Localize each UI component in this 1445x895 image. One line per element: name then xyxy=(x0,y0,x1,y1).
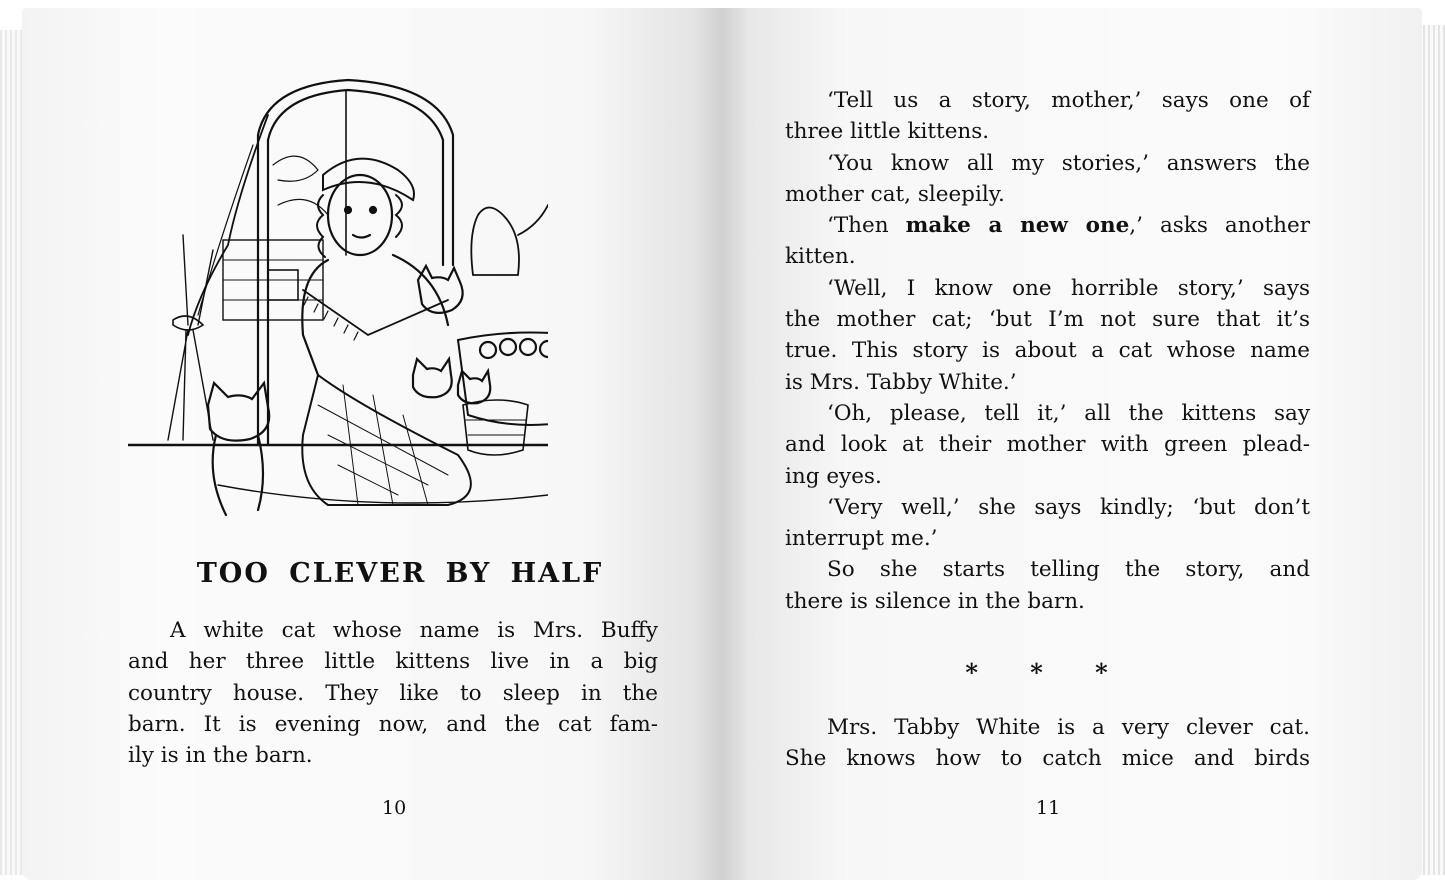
right-page-body xyxy=(785,85,1310,617)
body-line: ‘You know all my stories,’ answers the xyxy=(827,150,1310,176)
body-line: ing eyes. xyxy=(785,463,882,489)
page-number-right: 11 xyxy=(1036,797,1061,819)
section-separator: * * * xyxy=(965,658,1130,687)
body-line: true. This story is about a cat whose name xyxy=(785,338,1310,364)
body-line: ‘Very well,’ she says kindly; ‘but don’t xyxy=(827,494,1310,520)
bold-phrase: make a new one xyxy=(905,213,1130,239)
body-line: three little kittens. xyxy=(785,119,990,145)
body-line: interrupt me.’ xyxy=(785,526,938,552)
body-line: and look at their mother with green plead- xyxy=(785,432,1310,458)
body-line: Mrs. Tabby White is a very clever cat. xyxy=(827,715,1310,740)
story-illustration xyxy=(128,75,548,520)
left-page-body xyxy=(128,615,658,771)
body-line: A white cat whose name is Mrs. Buffy xyxy=(170,618,658,643)
story-title: TOO CLEVER BY HALF xyxy=(196,558,604,589)
body-line: country house. They like to sleep in the xyxy=(128,680,658,706)
body-line: the mother cat; ‘but I’m not sure that it’s xyxy=(785,307,1310,333)
text-run: ‘Then xyxy=(827,213,906,239)
body-line: She knows how to catch mice and birds xyxy=(785,746,1310,772)
body-line: and her three little kittens live in a big xyxy=(128,649,658,675)
body-line: ‘Well, I know one horrible story,’ says xyxy=(827,275,1310,301)
body-line: So she starts telling the story, and xyxy=(827,557,1310,583)
right-page-continuation xyxy=(785,712,1310,775)
body-line: there is silence in the barn. xyxy=(785,588,1085,614)
body-line: ‘Tell us a story, mother,’ says one of xyxy=(827,88,1310,113)
text-run: ,’ asks another xyxy=(1129,213,1310,239)
body-line: is Mrs. Tabby White.’ xyxy=(785,369,1017,395)
body-line: kitten. xyxy=(785,244,856,270)
body-line: ‘Oh, please, tell it,’ all the kittens say xyxy=(827,400,1310,426)
body-line xyxy=(785,210,1310,241)
page-number-left: 10 xyxy=(382,797,407,819)
body-line: ily is in the barn. xyxy=(128,743,313,769)
body-line: barn. It is evening now, and the cat fam- xyxy=(128,711,658,737)
body-line: mother cat, sleepily. xyxy=(785,181,1005,207)
